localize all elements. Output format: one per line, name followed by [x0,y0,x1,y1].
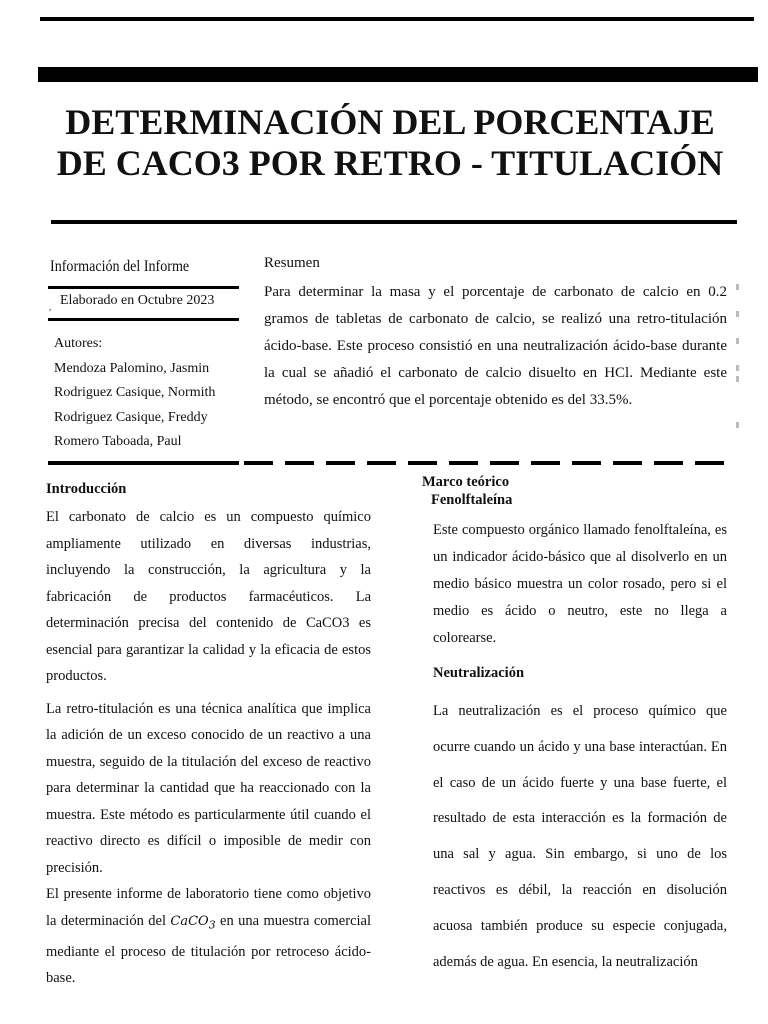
theory-column [422,473,727,980]
neutralization-paragraph: La neutralización es el proceso químico que ocurre cuando un ácido y una base interactúan. En el caso de un ácido fuerte y una base fuerte, el resultado de esta interacción es la formación de una sal y agua. Sin embargo, si uno de los reactivos es débil, la reacción en disolución acuosa también produce su especie conjugada, además de agua. En esencia, la neutralización [433,703,727,970]
author-name: Romero Taboada, Paul [54,434,182,450]
info-rule-2 [48,318,239,321]
report-info-heading: Información del Informe [50,258,190,275]
authors-block [54,332,215,455]
title-line-2: DE CACO3 POR RETRO - TITULACIÓN [56,143,724,183]
caco3-formula [170,913,216,932]
author-name: Mendoza Palomino, Jasmin [54,360,210,376]
elaborated-date: Elaborado en Octubre 2023 [60,293,215,308]
info-rule-3 [48,461,239,465]
intro-p3-before: El presente informe de laboratorio tiene como objetivo la determinación del [46,886,371,929]
thick-header-bar [38,67,758,82]
intro-paragraph-1: El carbonato de calcio es un compuesto químico ampliamente utilizado en diversas industrias, incluyendo la construcción, la agricultura y la fabricación de productos farmacéuticos. La determinación precisa del contenido de CaCO3 es esencial para garantizar la calidad y la eficacia de estos productos. [46,509,371,684]
edge-mark [736,338,739,344]
dashed-separator [244,461,728,465]
edge-mark [736,422,739,428]
intro-p3-after: en una muestra comercial mediante el proceso de titulación por retroceso ácido-base. [46,912,371,987]
edge-mark [736,365,739,371]
top-rule [40,17,754,21]
phenolphthalein-subheading: Fenolftaleína [431,492,513,508]
phenolphthalein-paragraph: Este compuesto orgánico llamado fenolftaleína, es un indicador ácido-básico que al disolverlo en un medio básico muestra un color rosado, pero si el medio es ácido o neutro, este no llega a colorearse. [433,522,727,646]
edge-mark [736,284,739,290]
edge-mark [736,376,739,382]
caco3-formula-subscript: 3 [208,918,216,932]
author-name: Rodriguez Casique, Freddy [54,409,208,425]
intro-paragraph-3 [46,881,371,992]
introduction-heading: Introducción [46,481,127,497]
introduction-column [46,478,371,992]
abstract-text: Para determinar la masa y el porcentaje de carbonato de calcio en 0.2 gramos de tabletas de carbonato de calcio, se realizó una retro-titulación ácido-base. Este proceso consistió en una neutralización ácido-base durante la cual se añadió el carbonato de calcio disuelto en HCl. Mediante este método, se encontró que el porcentaje obtenido es del 33.5%. [264,284,727,408]
theory-heading: Marco teórico [422,474,510,490]
edge-mark [736,311,739,317]
title-line-1: DETERMINACIÓN DEL PORCENTAJE [65,102,715,142]
title-underline-rule [51,220,737,224]
info-rule-1 [48,286,239,289]
authors-label: Autores: [54,336,103,351]
author-name: Rodriguez Casique, Normith [54,385,216,401]
abstract-heading: Resumen [264,255,320,271]
intro-paragraph-2: La retro-titulación es una técnica analítica que implica la adición de un exceso conocido de un reactivo a una muestra, seguido de la titulación del exceso de reactivo para determinar la cantidad que ha reaccionado con la muestra. Este método es particularmente útil cuando el reactivo directo es difícil o imposible de medir con precisión. [46,700,371,876]
info-marker: , [49,302,52,312]
document-title [40,102,740,184]
caco3-formula-base: CaCO [170,913,209,929]
neutralization-subheading: Neutralización [433,665,525,681]
